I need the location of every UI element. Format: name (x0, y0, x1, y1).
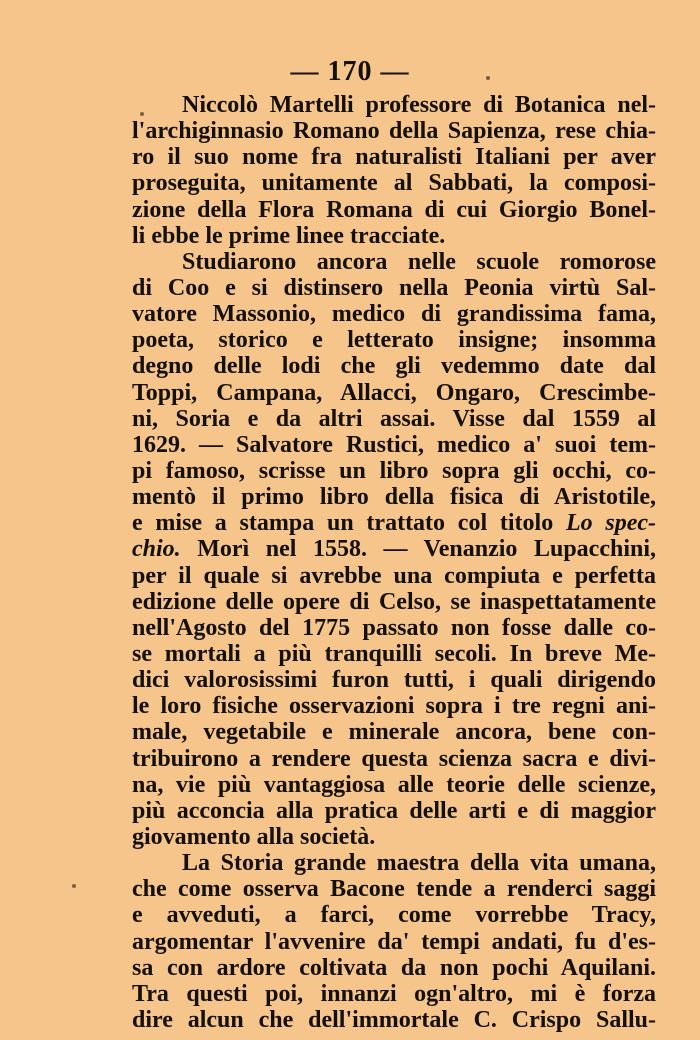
text-line: per il quale si avrebbe una compiuta e perfetta (132, 562, 656, 589)
text-line: che come osserva Bacone tende a renderci saggi (132, 876, 656, 903)
text-line: zione della Flora Romana di cui Giorgio Bonel- (132, 196, 656, 223)
book-title-italic: Lo spec- (565, 510, 656, 537)
text-line: poeta, storico e letterato insigne; insomma (132, 327, 656, 354)
text-line: ro il suo nome fra naturalisti Italiani per aver (132, 144, 656, 171)
text-line: edizione delle opere di Celso, se inaspettatamente (132, 588, 656, 615)
text-line: giovamento alla società. (132, 823, 376, 850)
text-line: dici valorosissimi furon tutti, i quali dirigendo (132, 667, 656, 694)
ink-speck-icon (486, 76, 490, 80)
body-text (132, 92, 656, 1033)
paragraph-1 (132, 92, 656, 249)
text-line: pi famoso, scrisse un libro sopra gli occhi, co- (132, 457, 656, 484)
text-line: di Coo e si distinsero nella Peonia virtù Sal- (132, 274, 656, 301)
text-line: Studiarono ancora nelle scuole romorose (182, 248, 656, 275)
text-line: dire alcun che dell'immortale C. Crispo Sallu- (132, 1006, 656, 1033)
paragraph-3 (132, 850, 656, 1033)
text-line: male, vegetabile e minerale ancora, bene con- (132, 719, 656, 746)
text-line: li ebbe le prime linee tracciate. (132, 222, 446, 249)
text-line: argomentar l'avvenire da' tempi andati, fu d'es- (132, 928, 656, 955)
text-line: mentò il primo libro della fisica di Aristotile, (132, 484, 656, 511)
page-number: — 170 — (290, 56, 410, 87)
text-line: Toppi, Campana, Allacci, Ongaro, Crescimbe- (132, 379, 656, 406)
text-line: La Storia grande maestra della vita umana, (182, 850, 656, 877)
text-line: chio. Morì nel 1558. — Venanzio Lupacchini, (132, 536, 656, 563)
text-line: vatore Massonio, medico di grandissima fama, (132, 301, 656, 328)
ink-speck-icon (140, 112, 144, 116)
text-line: Tra questi poi, innanzi ogn'altro, mi è forza (132, 980, 656, 1007)
text-line: nell'Agosto del 1775 passato non fosse dalle co- (132, 614, 656, 641)
text-line: ni, Soria e da altri assai. Visse dal 1559 al (132, 405, 656, 432)
text-line: le loro fisiche osservazioni sopra i tre regni ani- (132, 693, 656, 720)
book-title-italic: chio. (132, 536, 181, 563)
text-line: Niccolò Martelli professore di Botanica nel- (182, 92, 656, 118)
text-line: e mise a stampa un trattato col titolo Lo spec- (132, 510, 656, 537)
text-line: e avveduti, a farci, come vorrebbe Tracy, (132, 902, 656, 929)
text-line: l'archiginnasio Romano della Sapienza, rese chia- (132, 118, 656, 145)
text-line: na, vie più vantaggiosa alle teorie delle scienze, (132, 771, 656, 798)
text-line: proseguita, unitamente al Sabbati, la composi- (132, 170, 656, 197)
text-line: sa con ardore coltivata da non pochi Aquilani. (132, 954, 656, 981)
paragraph-2 (132, 249, 656, 850)
text-line: più acconcia alla pratica delle arti e di maggior (132, 797, 656, 824)
ink-speck-icon (72, 884, 76, 888)
text-line: se mortali a più tranquilli secoli. In breve Me- (132, 640, 656, 667)
text-line: degno delle lodi che gli vedemmo date dal (132, 353, 656, 380)
text-line: tribuirono a rendere questa scienza sacra e divi- (132, 745, 656, 772)
text-line: 1629. — Salvatore Rustici, medico a' suoi tem- (132, 431, 656, 458)
